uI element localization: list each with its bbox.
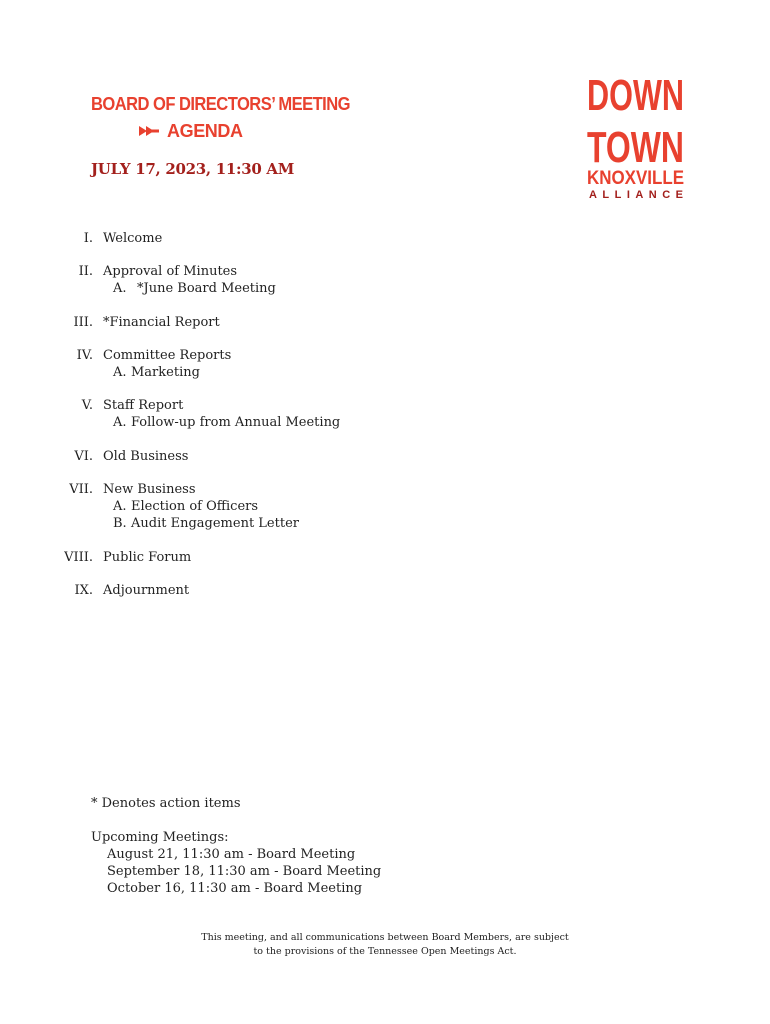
agenda-subitem xyxy=(0,414,770,432)
agenda-item-row xyxy=(0,347,770,364)
upcoming-meeting-item: September 18, 11:30 am - Board Meeting xyxy=(107,864,382,879)
agenda-item-label: Welcome xyxy=(103,231,163,246)
agenda-subitem-letter: B. xyxy=(113,516,127,531)
agenda-heading xyxy=(139,119,243,143)
agenda-item-row xyxy=(0,549,770,566)
upcoming-meetings xyxy=(91,829,381,897)
agenda-item-numeral: VI. xyxy=(74,448,93,464)
agenda-label: AGENDA xyxy=(167,121,243,141)
agenda-subitem xyxy=(0,515,770,533)
agenda-subitem-label: Follow-up from Annual Meeting xyxy=(131,415,341,430)
agenda-subitem xyxy=(0,498,770,516)
agenda-item-row xyxy=(0,263,770,280)
agenda-item xyxy=(0,347,770,382)
agenda-item-numeral: IX. xyxy=(74,582,93,598)
agenda-subitem-letter: A. xyxy=(113,415,127,430)
upcoming-meeting-item: October 16, 11:30 am - Board Meeting xyxy=(107,881,363,896)
agenda-subitem xyxy=(0,364,770,382)
notice-line: to the provisions of the Tennessee Open Meetings Act. xyxy=(253,946,517,957)
agenda-subitem-label: Marketing xyxy=(131,364,200,380)
notice-line: This meeting, and all communications between Board Members, are subject xyxy=(201,932,569,943)
agenda-subitem-label: *June Board Meeting xyxy=(137,281,276,296)
agenda-item-label: Staff Report xyxy=(103,398,184,413)
agenda-item-numeral: V. xyxy=(81,398,93,413)
logo-line-down: DOWN xyxy=(587,71,684,120)
page-title: BOARD OF DIRECTORS’ MEETING xyxy=(91,94,350,114)
agenda-item-row xyxy=(0,314,770,331)
agenda-item-label: New Business xyxy=(103,481,196,497)
agenda-item-row xyxy=(0,397,770,414)
agenda-item xyxy=(0,397,770,432)
agenda-item-row xyxy=(0,481,770,498)
agenda-item-label: Approval of Minutes xyxy=(103,264,238,279)
logo-line-town: TOWN xyxy=(587,123,684,172)
agenda-item-row xyxy=(0,582,770,599)
logo-line-alliance: ALLIANCE xyxy=(589,189,683,201)
agenda-item-label: Adjournment xyxy=(103,582,190,598)
meeting-date: JULY 17, 2023, 11:30 AM xyxy=(91,160,295,178)
agenda-item xyxy=(0,263,770,298)
upcoming-meetings-title: Upcoming Meetings: xyxy=(91,830,229,845)
agenda-item-numeral: IV. xyxy=(76,347,93,363)
agenda-item xyxy=(0,314,770,331)
agenda-subitem-label: Election of Officers xyxy=(131,498,259,514)
agenda-item-numeral: III. xyxy=(73,314,93,330)
agenda-item-row xyxy=(0,448,770,465)
agenda-item xyxy=(0,582,770,599)
agenda-subitem-letter: A. xyxy=(113,364,127,380)
agenda-item-label: Committee Reports xyxy=(103,347,232,363)
downtown-knoxville-alliance-logo xyxy=(586,66,686,200)
agenda-subitem-letter: A. xyxy=(113,281,127,296)
agenda-item-numeral: VII. xyxy=(69,481,93,497)
agenda-item xyxy=(0,448,770,465)
agenda-item xyxy=(0,230,770,247)
agenda-item xyxy=(0,549,770,566)
open-meetings-notice xyxy=(0,931,770,959)
agenda-item-label: *Financial Report xyxy=(103,314,220,330)
agenda-item-numeral: VIII. xyxy=(64,549,93,565)
agenda-subitem-letter: A. xyxy=(113,498,127,514)
agenda-item-numeral: I. xyxy=(83,231,93,246)
agenda-subitem-label: Audit Engagement Letter xyxy=(131,516,299,531)
agenda-item-numeral: II. xyxy=(78,264,93,279)
agenda-item-row xyxy=(0,230,770,247)
logo-line-knoxville: KNOXVILLE xyxy=(587,168,684,189)
agenda-item-label: Public Forum xyxy=(103,549,192,565)
double-arrow-icon xyxy=(139,125,159,137)
agenda-item-label: Old Business xyxy=(103,448,189,464)
agenda-list xyxy=(0,230,770,615)
action-items-note: * Denotes action items xyxy=(91,796,241,811)
agenda-item xyxy=(0,481,770,533)
agenda-subitem xyxy=(0,280,770,298)
upcoming-meeting-item: August 21, 11:30 am - Board Meeting xyxy=(107,847,356,862)
